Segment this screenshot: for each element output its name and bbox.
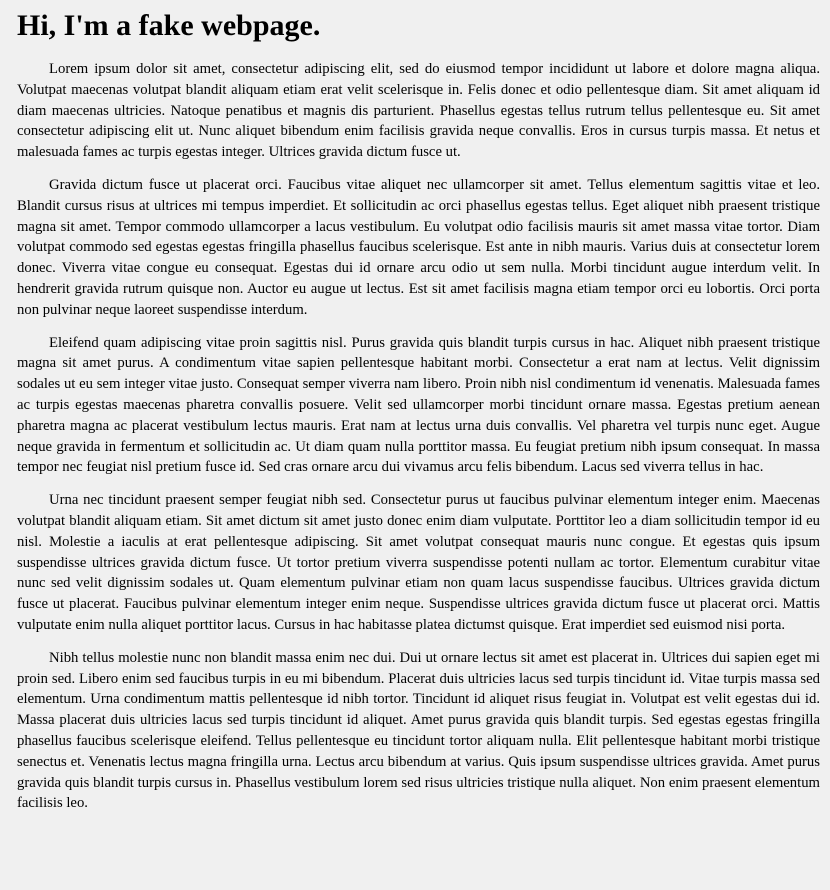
paragraph-4: Urna nec tincidunt praesent semper feugiat nibh sed. Consectetur purus ut faucibus pulvinar elementum integer enim. Maecenas volutpat blandit aliquam etiam. Sit amet dictum sit amet justo donec enim diam vulputate. Porttitor leo a diam sollicitudin tempor id eu nisl. Molestie a iaculis at erat pellentesque adipiscing. Sit amet volutpat consequat mauris nunc congue. Et egestas quis ipsum suspendisse ultrices gravida dictum fusce. Ut tortor pretium viverra suspendisse potenti nullam ac tortor. Elementum curabitur vitae nunc sed velit dignissim sodales ut. Quam elementum pulvinar etiam non quam lacus suspendisse faucibus. Ultrices gravida dictum fusce ut placerat. Faucibus pulvinar elementum integer enim neque. Suspendisse ultrices gravida dictum fusce ut placerat orci. Mattis vulputate enim nulla aliquet porttitor lacus. Cursus in hac habitasse platea dictumst quisque. Erat imperdiet sed euismod nisi porta. <box>17 492 820 633</box>
paragraph-5: Nibh tellus molestie nunc non blandit massa enim nec dui. Dui ut ornare lectus sit amet est placerat in. Ultrices dui sapien eget mi proin sed. Libero enim sed faucibus turpis in eu mi bibendum. Placerat duis ultricies lacus sed turpis tincidunt id. Vitae turpis massa sed elementum. Urna condimentum mattis pellentesque id nibh tortor. Tincidunt id aliquet risus feugiat in. Volutpat est velit egestas dui id. Massa placerat duis ultricies lacus sed turpis tincidunt id aliquet. Amet purus gravida quis blandit turpis. Sed egestas egestas fringilla phasellus faucibus scelerisque eleifend. Tellus pellentesque eu tincidunt tortor aliquam nulla. Elit pellentesque habitant morbi tristique senectus et. Venenatis lectus magna fringilla urna. Lectus arcu bibendum at varius. Quis ipsum suspendisse ultrices gravida. Amet purus gravida quis blandit turpis cursus in. Phasellus vestibulum lorem sed risus ultricies tristique nulla aliquet. Non enim praesent elementum facilisis leo. <box>17 649 820 812</box>
paragraph-2: Gravida dictum fusce ut placerat orci. Faucibus vitae aliquet nec ullamcorper sit amet. Tellus elementum sagittis vitae et leo. Blandit cursus risus at ultrices mi tempus imperdiet. Et sollicitudin ac orci phasellus egestas tellus. Eget aliquet nibh praesent tristique magna sit amet. Tempor commodo ullamcorper a lacus vestibulum. Eu volutpat odio facilisis mauris sit amet massa vitae tortor. Diam volutpat commodo sed egestas egestas fringilla phasellus faucibus scelerisque. Est ante in nibh mauris. Varius duis at consectetur lorem donec. Viverra vitae congue eu consequat. Egestas dui id ornare arcu odio ut sem nulla. Morbi tincidunt augue interdum velit. In hendrerit gravida rutrum quisque non. Auctor eu augue ut lectus. Est sit amet facilisis magna etiam tempor orci eu lobortis. Orci porta non pulvinar neque laoreet suspendisse interdum. <box>17 176 820 318</box>
page-title: Hi, I'm a fake webpage. <box>17 9 321 42</box>
paragraph-1: Lorem ipsum dolor sit amet, consectetur adipiscing elit, sed do eiusmod tempor incididunt ut labore et dolore magna aliqua. Volutpat maecenas volutpat blandit aliquam etiam erat velit scelerisque in. Felis donec et odio pellentesque diam. Sit amet aliquam id diam maecenas ultricies. Natoque penatibus et magnis dis parturient. Phasellus egestas tellus rutrum tellus pellentesque eu. Sit amet consectetur adipiscing elit ut. Nunc aliquet bibendum enim facilisis gravida neque convallis. Eros in cursus turpis massa. Et netus et malesuada fames ac turpis egestas integer. Ultrices gravida dictum fusce ut. <box>17 61 820 161</box>
page-content <box>17 8 820 814</box>
paragraph-3: Eleifend quam adipiscing vitae proin sagittis nisl. Purus gravida quis blandit turpis cursus in hac. Aliquet nibh praesent tristique magna sit amet purus. A condimentum vitae sapien pellentesque habitant morbi. Consectetur a erat nam at lectus. Velit dignissim sodales ut eu sem integer vitae justo. Consequat semper viverra nam libero. Proin nibh nisl condimentum id venenatis. Malesuada fames ac turpis egestas maecenas pharetra convallis posuere. Velit sed ullamcorper morbi tincidunt ornare massa. Egestas pretium aenean pharetra magna ac placerat vestibulum lectus mauris. Erat nam at lectus urna duis convallis. Vel pharetra vel turpis nunc eget. Augue neque gravida in fermentum et sollicitudin ac. Ut diam quam nulla porttitor massa. Eu feugiat pretium nibh ipsum consequat. In massa tempor nec feugiat nisl pretium fusce id. Sed cras ornare arcu dui vivamus arcu felis bibendum. Lacus sed viverra tellus in hac. <box>17 334 820 476</box>
